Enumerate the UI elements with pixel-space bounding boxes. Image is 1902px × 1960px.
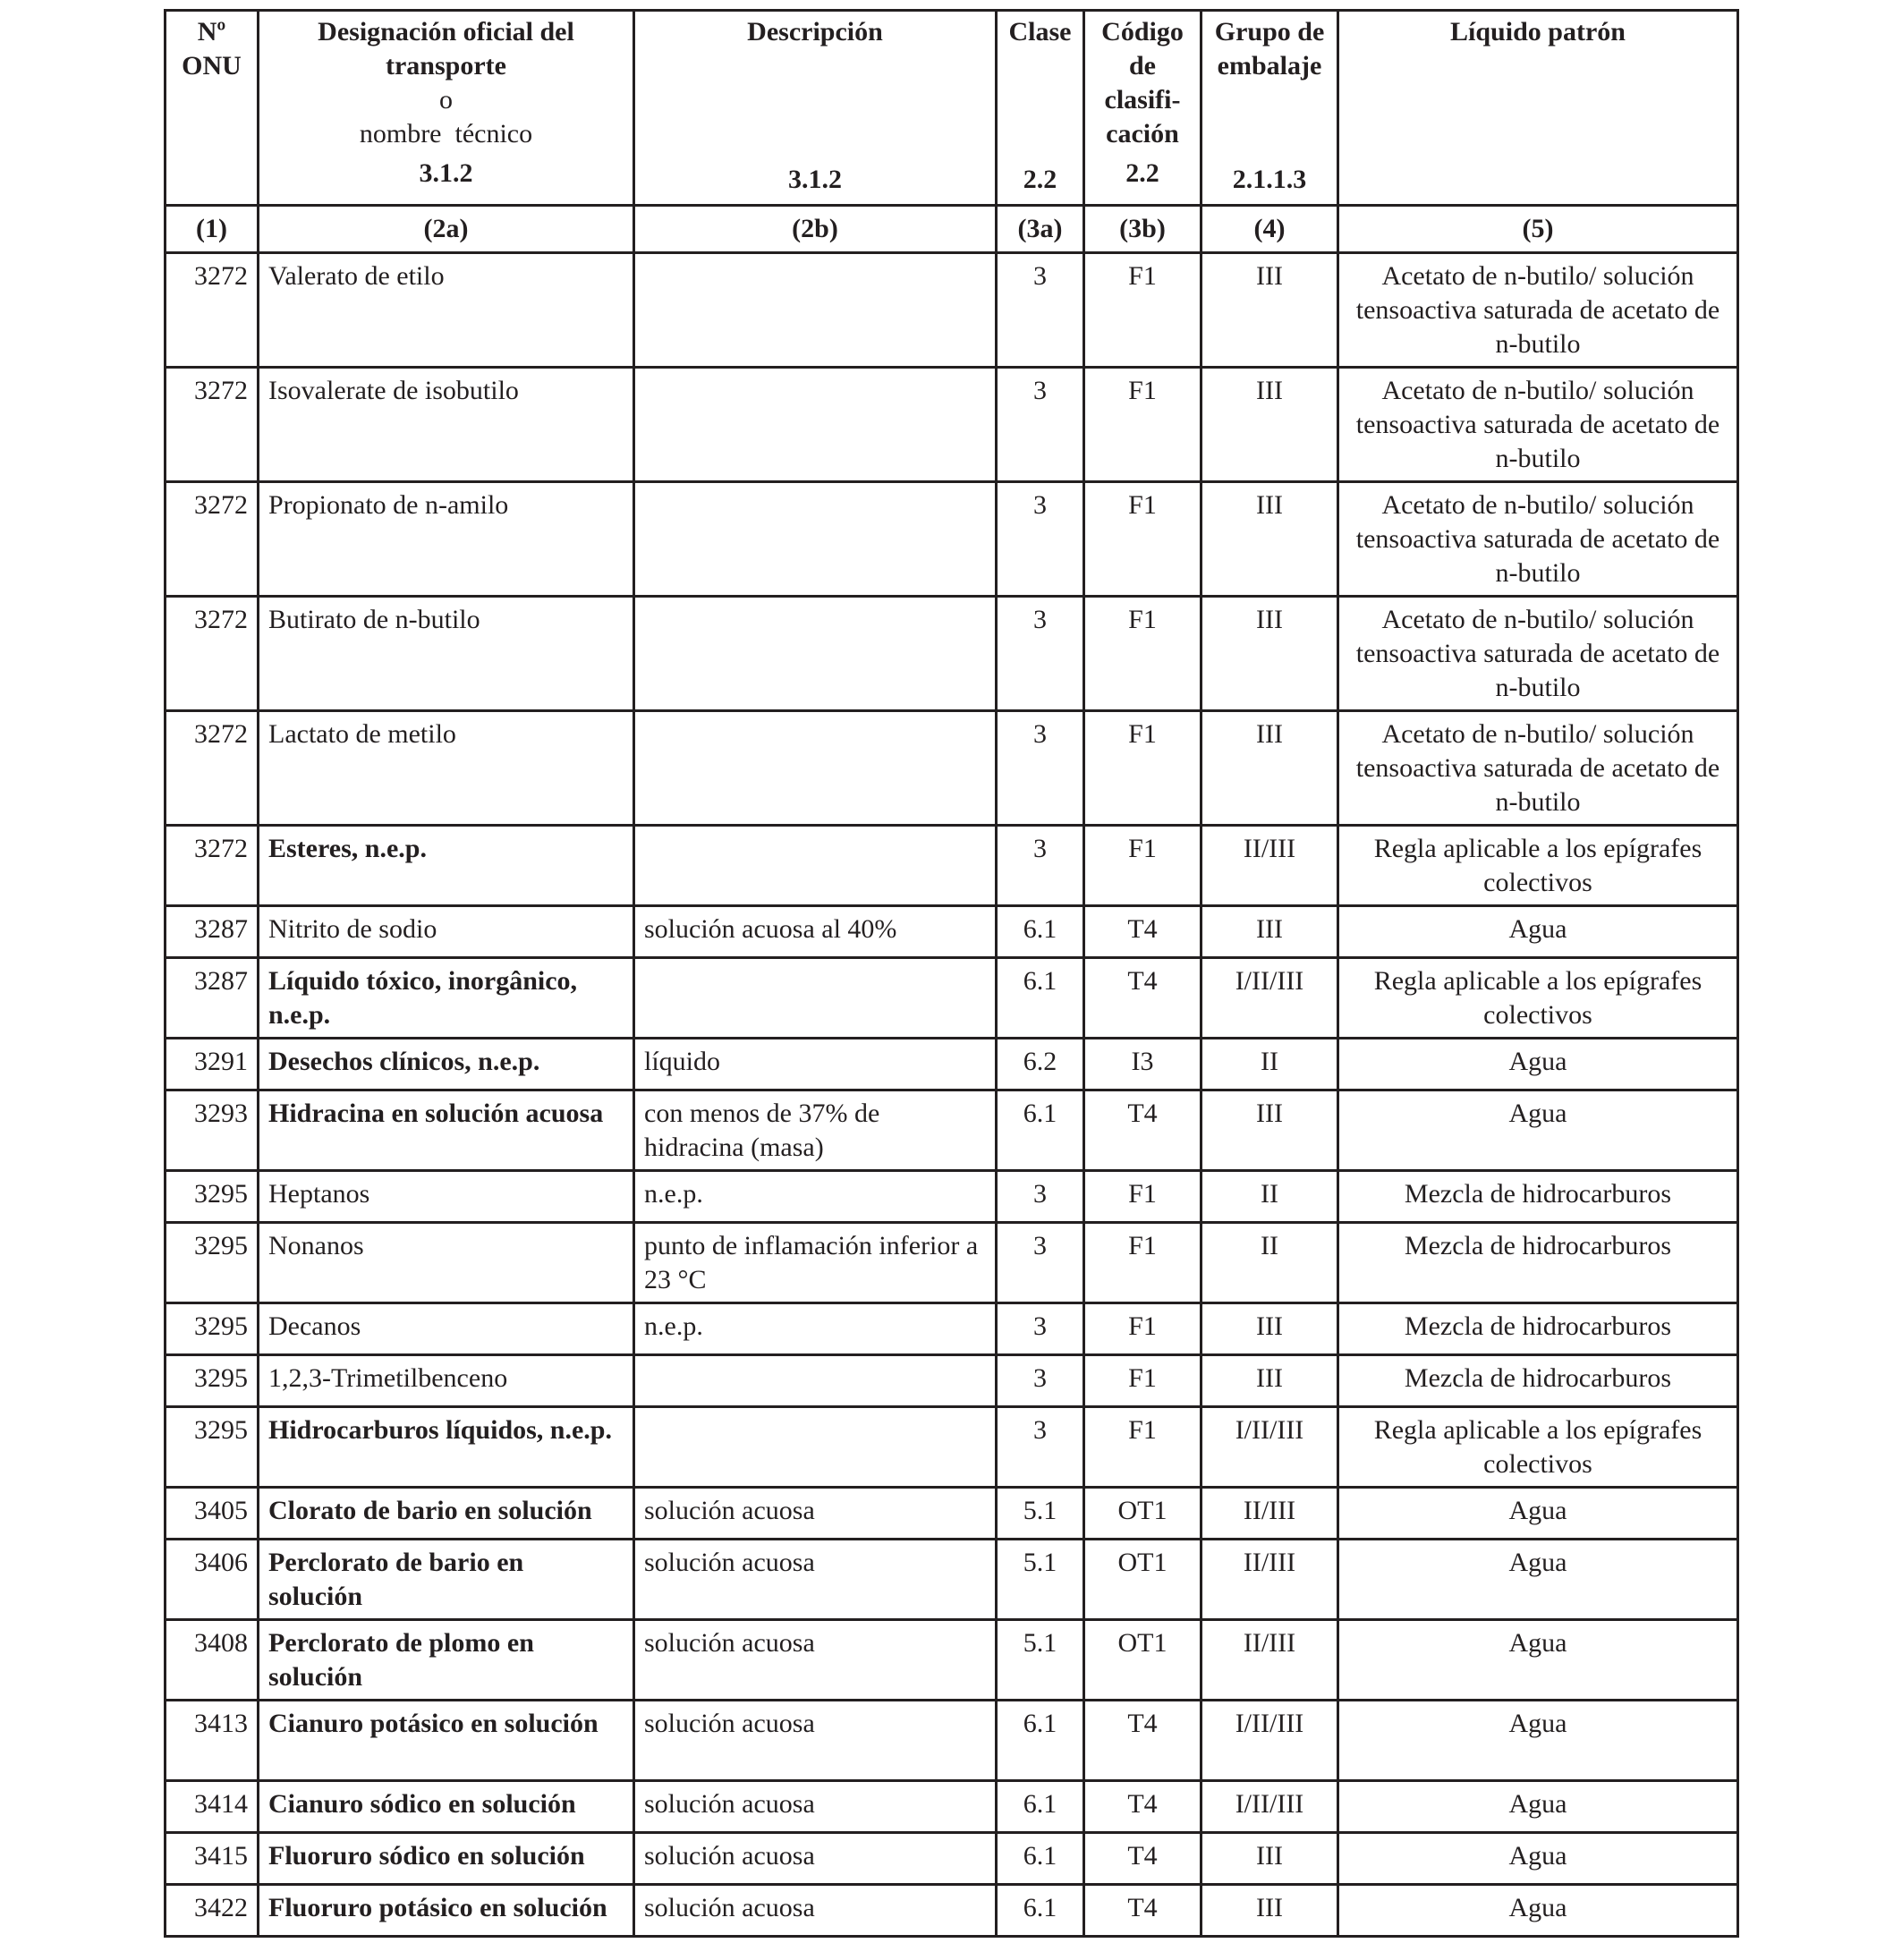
table-row (166, 482, 1738, 597)
cell-clase: 6.1 (997, 1781, 1084, 1833)
table-row (166, 1488, 1738, 1540)
table-row (166, 1781, 1738, 1833)
header-descripcion (634, 11, 997, 206)
cell-liquido: Mezcla de hidrocarburos (1338, 1223, 1738, 1303)
cell-codigo: F1 (1084, 711, 1201, 826)
substances-table (164, 9, 1739, 1938)
cell-codigo: F1 (1084, 597, 1201, 711)
cell-descripcion: solución acuosa (634, 1833, 997, 1885)
cell-descripcion (634, 597, 997, 711)
cell-designacion: Nonanos (259, 1223, 634, 1303)
cell-codigo: T4 (1084, 906, 1201, 958)
cell-clase: 3 (997, 597, 1084, 711)
cell-grupo: I/II/III (1201, 1701, 1338, 1781)
cell-clase: 5.1 (997, 1540, 1084, 1620)
header-no-onu-label: Nº ONU (182, 17, 242, 81)
column-number: (2b) (634, 206, 997, 253)
cell-descripcion (634, 253, 997, 368)
cell-descripcion: solución acuosa (634, 1488, 997, 1540)
cell-no-onu: 3405 (166, 1488, 259, 1540)
cell-designacion: Fluoruro potásico en solución (259, 1885, 634, 1937)
header-grupo (1201, 11, 1338, 206)
cell-grupo: III (1201, 1885, 1338, 1937)
cell-no-onu: 3422 (166, 1885, 259, 1937)
cell-designacion: Nitrito de sodio (259, 906, 634, 958)
cell-descripcion: solución acuosa (634, 1701, 997, 1781)
cell-no-onu: 3295 (166, 1407, 259, 1488)
cell-designacion: Clorato de bario en solución (259, 1488, 634, 1540)
table-row (166, 1171, 1738, 1223)
cell-descripcion (634, 711, 997, 826)
cell-liquido: Agua (1338, 1701, 1738, 1781)
table-row (166, 826, 1738, 906)
cell-liquido: Regla aplicable a los epígrafes colectivos (1338, 826, 1738, 906)
header-designacion (259, 11, 634, 206)
cell-grupo: II/III (1201, 1620, 1338, 1701)
cell-designacion: Hidrocarburos líquidos, n.e.p. (259, 1407, 634, 1488)
cell-clase: 3 (997, 1171, 1084, 1223)
cell-codigo: F1 (1084, 1303, 1201, 1355)
column-number: (5) (1338, 206, 1738, 253)
header-descripcion-label: Descripción (747, 17, 883, 47)
cell-clase: 3 (997, 826, 1084, 906)
cell-designacion: Cianuro potásico en solución (259, 1701, 634, 1781)
cell-codigo: OT1 (1084, 1540, 1201, 1620)
cell-designacion: 1,2,3-Trimetilbenceno (259, 1355, 634, 1407)
cell-liquido: Acetato de n-butilo/ solución tensoactiva saturada de acetato de n-butilo (1338, 253, 1738, 368)
cell-designacion: Líquido tóxico, inorgânico, n.e.p. (259, 958, 634, 1039)
cell-designacion: Perclorato de bario en solución (259, 1540, 634, 1620)
cell-clase: 3 (997, 711, 1084, 826)
cell-designacion: Lactato de metilo (259, 711, 634, 826)
cell-clase: 3 (997, 482, 1084, 597)
column-number: (2a) (259, 206, 634, 253)
cell-descripcion (634, 482, 997, 597)
header-liquido-label: Líquido patrón (1450, 17, 1626, 47)
column-number: (4) (1201, 206, 1338, 253)
cell-codigo: T4 (1084, 1090, 1201, 1171)
table-row (166, 1620, 1738, 1701)
cell-descripcion (634, 1407, 997, 1488)
cell-no-onu: 3295 (166, 1223, 259, 1303)
cell-designacion: Heptanos (259, 1171, 634, 1223)
column-number: (1) (166, 206, 259, 253)
table-row (166, 1355, 1738, 1407)
cell-no-onu: 3272 (166, 826, 259, 906)
cell-grupo: III (1201, 1303, 1338, 1355)
cell-designacion: Esteres, n.e.p. (259, 826, 634, 906)
cell-no-onu: 3272 (166, 368, 259, 482)
cell-descripcion: solución acuosa (634, 1540, 997, 1620)
cell-grupo: III (1201, 1833, 1338, 1885)
table-row (166, 1090, 1738, 1171)
cell-codigo: T4 (1084, 1885, 1201, 1937)
header-designacion-o: o (439, 85, 453, 115)
cell-no-onu: 3287 (166, 958, 259, 1039)
cell-clase: 6.2 (997, 1039, 1084, 1090)
cell-grupo: II (1201, 1171, 1338, 1223)
cell-codigo: F1 (1084, 1171, 1201, 1223)
header-clase-ref: 2.2 (1023, 165, 1057, 194)
cell-no-onu: 3272 (166, 253, 259, 368)
cell-descripcion: solución acuosa (634, 1620, 997, 1701)
cell-descripcion: punto de inflamación inferior a 23 °C (634, 1223, 997, 1303)
cell-codigo: OT1 (1084, 1620, 1201, 1701)
cell-grupo: III (1201, 1090, 1338, 1171)
column-number-row (166, 206, 1738, 253)
cell-grupo: II/III (1201, 1540, 1338, 1620)
cell-grupo: III (1201, 597, 1338, 711)
cell-clase: 6.1 (997, 958, 1084, 1039)
header-codigo (1084, 11, 1201, 206)
header-designacion-line1: Designación oficial del (318, 17, 574, 47)
cell-designacion: Fluoruro sódico en solución (259, 1833, 634, 1885)
cell-liquido: Agua (1338, 1039, 1738, 1090)
cell-descripcion (634, 1355, 997, 1407)
cell-no-onu: 3408 (166, 1620, 259, 1701)
cell-liquido: Mezcla de hidrocarburos (1338, 1355, 1738, 1407)
cell-grupo: III (1201, 368, 1338, 482)
cell-descripcion: n.e.p. (634, 1171, 997, 1223)
cell-no-onu: 3293 (166, 1090, 259, 1171)
table-row (166, 253, 1738, 368)
cell-clase: 3 (997, 1223, 1084, 1303)
cell-no-onu: 3291 (166, 1039, 259, 1090)
cell-grupo: II/III (1201, 1488, 1338, 1540)
cell-clase: 6.1 (997, 1090, 1084, 1171)
cell-grupo: I/II/III (1201, 1407, 1338, 1488)
cell-clase: 6.1 (997, 1833, 1084, 1885)
cell-descripcion (634, 368, 997, 482)
table-body (166, 253, 1738, 1937)
cell-liquido: Agua (1338, 1540, 1738, 1620)
cell-liquido: Acetato de n-butilo/ solución tensoactiva saturada de acetato de n-butilo (1338, 482, 1738, 597)
cell-no-onu: 3414 (166, 1781, 259, 1833)
cell-grupo: III (1201, 1355, 1338, 1407)
cell-grupo: III (1201, 711, 1338, 826)
cell-designacion: Desechos clínicos, n.e.p. (259, 1039, 634, 1090)
cell-liquido: Acetato de n-butilo/ solución tensoactiva saturada de acetato de n-butilo (1338, 597, 1738, 711)
table-row (166, 958, 1738, 1039)
header-row (166, 11, 1738, 206)
cell-codigo: F1 (1084, 368, 1201, 482)
cell-grupo: I/II/III (1201, 1781, 1338, 1833)
cell-clase: 3 (997, 1355, 1084, 1407)
cell-designacion: Butirato de n-butilo (259, 597, 634, 711)
table-row (166, 1885, 1738, 1937)
cell-descripcion (634, 826, 997, 906)
table-row (166, 1223, 1738, 1303)
header-liquido (1338, 11, 1738, 206)
cell-clase: 5.1 (997, 1620, 1084, 1701)
table-row (166, 368, 1738, 482)
cell-clase: 3 (997, 1407, 1084, 1488)
cell-codigo: F1 (1084, 1223, 1201, 1303)
cell-descripcion: solución acuosa (634, 1885, 997, 1937)
cell-no-onu: 3295 (166, 1303, 259, 1355)
cell-liquido: Agua (1338, 1090, 1738, 1171)
table-row (166, 1540, 1738, 1620)
header-clase (997, 11, 1084, 206)
cell-no-onu: 3413 (166, 1701, 259, 1781)
cell-liquido: Acetato de n-butilo/ solución tensoactiva saturada de acetato de n-butilo (1338, 368, 1738, 482)
cell-liquido: Agua (1338, 1885, 1738, 1937)
cell-liquido: Agua (1338, 1833, 1738, 1885)
cell-codigo: I3 (1084, 1039, 1201, 1090)
cell-descripcion: n.e.p. (634, 1303, 997, 1355)
cell-designacion: Valerato de etilo (259, 253, 634, 368)
cell-codigo: F1 (1084, 253, 1201, 368)
column-number: (3b) (1084, 206, 1201, 253)
cell-codigo: F1 (1084, 1407, 1201, 1488)
cell-no-onu: 3295 (166, 1171, 259, 1223)
header-clase-label: Clase (1008, 17, 1072, 47)
cell-codigo: OT1 (1084, 1488, 1201, 1540)
cell-grupo: I/II/III (1201, 958, 1338, 1039)
header-designacion-tecnico: nombre técnico (359, 119, 533, 148)
cell-no-onu: 3272 (166, 597, 259, 711)
cell-liquido: Agua (1338, 1488, 1738, 1540)
cell-liquido: Agua (1338, 906, 1738, 958)
cell-descripcion: solución acuosa al 40% (634, 906, 997, 958)
cell-grupo: II (1201, 1223, 1338, 1303)
header-codigo-label: Código de clasifi- cación (1101, 17, 1184, 148)
cell-no-onu: 3272 (166, 711, 259, 826)
cell-clase: 6.1 (997, 906, 1084, 958)
cell-clase: 5.1 (997, 1488, 1084, 1540)
cell-no-onu: 3287 (166, 906, 259, 958)
cell-no-onu: 3406 (166, 1540, 259, 1620)
cell-grupo: II/III (1201, 826, 1338, 906)
cell-codigo: F1 (1084, 1355, 1201, 1407)
cell-designacion: Hidracina en solución acuosa (259, 1090, 634, 1171)
header-no-onu (166, 11, 259, 206)
cell-no-onu: 3272 (166, 482, 259, 597)
header-grupo-ref: 2.1.1.3 (1232, 165, 1307, 194)
cell-designacion: Cianuro sódico en solución (259, 1781, 634, 1833)
cell-liquido: Agua (1338, 1620, 1738, 1701)
cell-no-onu: 3415 (166, 1833, 259, 1885)
table-row (166, 1701, 1738, 1781)
table-row (166, 1303, 1738, 1355)
cell-codigo: F1 (1084, 826, 1201, 906)
cell-descripcion: solución acuosa (634, 1781, 997, 1833)
cell-designacion: Perclorato de plomo en solución (259, 1620, 634, 1701)
table-row (166, 597, 1738, 711)
cell-codigo: F1 (1084, 482, 1201, 597)
cell-codigo: T4 (1084, 958, 1201, 1039)
cell-descripcion: líquido (634, 1039, 997, 1090)
cell-clase: 3 (997, 253, 1084, 368)
cell-clase: 6.1 (997, 1701, 1084, 1781)
cell-liquido: Regla aplicable a los epígrafes colectivos (1338, 1407, 1738, 1488)
cell-liquido: Mezcla de hidrocarburos (1338, 1171, 1738, 1223)
header-designacion-ref: 3.1.2 (419, 158, 473, 188)
table-row (166, 1833, 1738, 1885)
header-designacion-line2: transporte (386, 51, 506, 81)
cell-no-onu: 3295 (166, 1355, 259, 1407)
cell-liquido: Acetato de n-butilo/ solución tensoactiva saturada de acetato de n-butilo (1338, 711, 1738, 826)
cell-designacion: Propionato de n-amilo (259, 482, 634, 597)
table-row (166, 1039, 1738, 1090)
cell-codigo: T4 (1084, 1701, 1201, 1781)
cell-clase: 3 (997, 368, 1084, 482)
column-number: (3a) (997, 206, 1084, 253)
cell-liquido: Mezcla de hidrocarburos (1338, 1303, 1738, 1355)
header-grupo-label: Grupo de embalaje (1214, 17, 1325, 81)
cell-designacion: Isovalerate de isobutilo (259, 368, 634, 482)
cell-liquido: Regla aplicable a los epígrafes colectivos (1338, 958, 1738, 1039)
cell-codigo: T4 (1084, 1781, 1201, 1833)
cell-descripcion (634, 958, 997, 1039)
cell-grupo: III (1201, 253, 1338, 368)
cell-clase: 3 (997, 1303, 1084, 1355)
cell-clase: 6.1 (997, 1885, 1084, 1937)
table-row (166, 906, 1738, 958)
cell-grupo: III (1201, 482, 1338, 597)
table-row (166, 1407, 1738, 1488)
cell-descripcion: con menos de 37% de hidracina (masa) (634, 1090, 997, 1171)
cell-codigo: T4 (1084, 1833, 1201, 1885)
header-descripcion-ref: 3.1.2 (788, 165, 842, 194)
header-codigo-ref: 2.2 (1125, 158, 1159, 188)
cell-liquido: Agua (1338, 1781, 1738, 1833)
cell-grupo: III (1201, 906, 1338, 958)
cell-grupo: II (1201, 1039, 1338, 1090)
cell-designacion: Decanos (259, 1303, 634, 1355)
table-row (166, 711, 1738, 826)
